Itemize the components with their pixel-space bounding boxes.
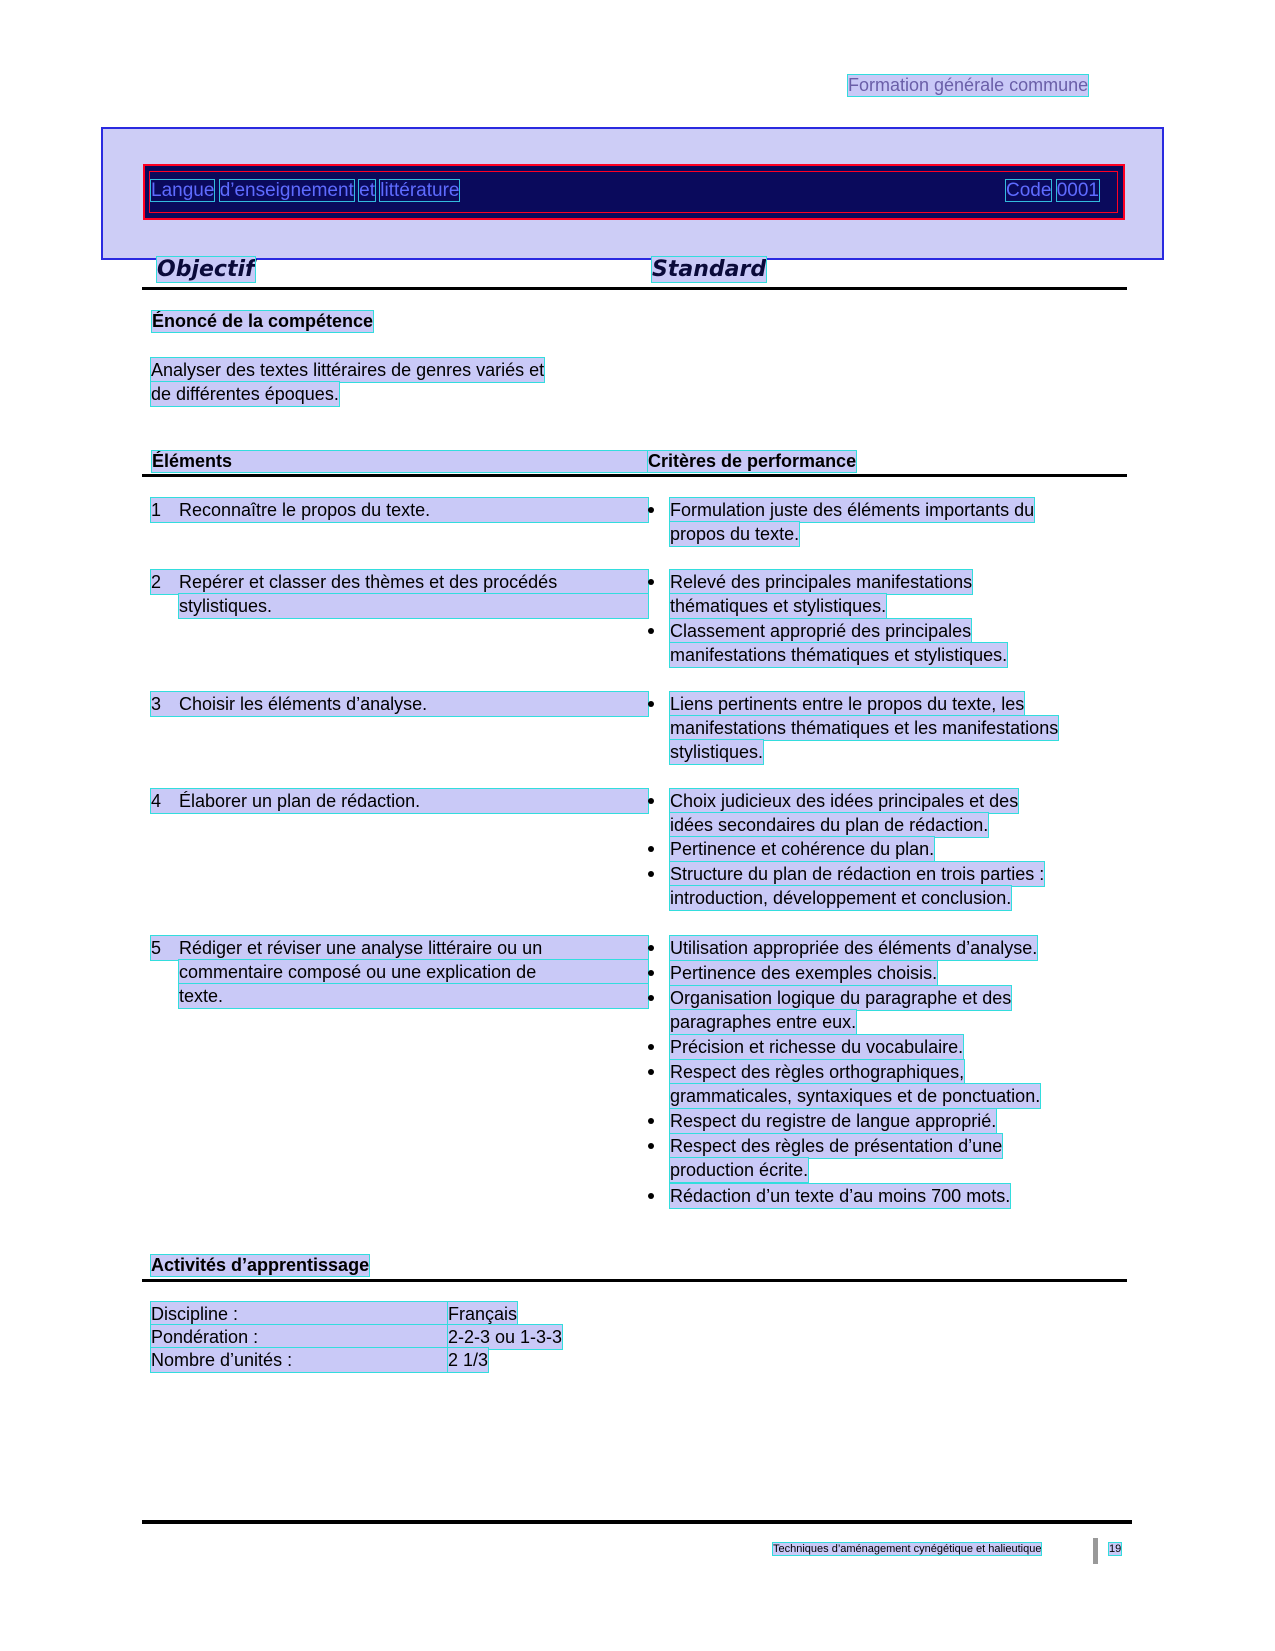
bullet-icon [648,701,654,707]
activity-label: Discipline : [151,1302,448,1326]
course-code-label: Code [1006,180,1052,201]
bullet-icon [648,628,654,634]
criterion-line: idées secondaires du plan de rédaction. [670,815,989,835]
criterion-line: manifestations thématiques et stylistiques. [670,645,1008,665]
criterion-line: manifestations thématiques et les manifestations [670,718,1059,738]
element-text: Reconnaître le propos du texte. [179,500,431,520]
course-title-word: littérature [380,180,460,201]
page-number: 19 [1109,1543,1122,1555]
element-text: Choisir les éléments d’analyse. [179,694,428,714]
element-row [151,498,648,522]
criterion-line: Structure du plan de rédaction en trois parties : [670,864,1045,884]
criterion-line: Pertinence des exemples choisis. [670,963,938,983]
competence-line: de différentes époques. [151,384,339,404]
element-number: 1 [151,500,162,520]
criterion-line: Classement approprié des principales [670,621,972,641]
bullet-icon [648,798,654,804]
element-text: texte. [179,984,648,1008]
criterion-line: Liens pertinents entre le propos du texte, les [670,694,1025,714]
bullet-icon [648,846,654,852]
bullet-icon [648,995,654,1001]
activities-rule [142,1279,1127,1282]
bullet-icon [648,1069,654,1075]
activity-value: Français [448,1304,518,1324]
bullet-icon [648,579,654,585]
criterion-line: Respect des règles de présentation d’une [670,1136,1003,1156]
activity-label: Pondération : [151,1325,448,1349]
standard-heading: Standard [652,257,767,282]
criterion-line: Utilisation appropriée des éléments d’analyse. [670,938,1038,958]
element-text: stylistiques. [179,594,648,618]
element-text: Élaborer un plan de rédaction. [179,791,421,811]
criterion-line: production écrite. [670,1160,809,1180]
activity-value: 2-2-3 ou 1-3-3 [448,1327,563,1347]
criteria-heading: Critères de performance [648,451,857,471]
element-text: Repérer et classer des thèmes et des procédés [179,572,558,592]
course-title-word: d’enseignement [219,180,354,201]
element-row [151,936,648,960]
course-code-value: 0001 [1056,180,1099,201]
criterion-line: propos du texte. [670,524,800,544]
element-number: 2 [151,572,162,592]
bullet-icon [648,945,654,951]
criterion-line: Respect des règles orthographiques, [670,1062,965,1082]
element-number: 4 [151,791,162,811]
element-number: 5 [151,938,162,958]
objective-heading: Objectif [157,257,255,282]
footer-rule [142,1520,1132,1524]
program-header: Formation générale commune [848,75,1089,95]
criterion-line: paragraphes entre eux. [670,1012,857,1032]
criterion-line: Organisation logique du paragraphe et des [670,988,1012,1008]
element-row [151,789,648,813]
criterion-line: thématiques et stylistiques. [670,596,887,616]
activity-value: 2 1/3 [448,1350,489,1370]
criterion-line: Respect du registre de langue approprié. [670,1111,997,1131]
heading-rule [142,287,1127,290]
criterion-line: grammaticales, syntaxiques et de ponctuation. [670,1086,1041,1106]
bullet-icon [648,1143,654,1149]
criterion-line: Choix judicieux des idées principales et des [670,791,1019,811]
competence-line: Analyser des textes littéraires de genres variés et [151,360,545,380]
criterion-line: Relevé des principales manifestations [670,572,973,592]
course-title-word: et [359,180,375,201]
table-rule [142,474,1127,477]
criterion-line: Rédaction d’un texte d’au moins 700 mots. [670,1186,1011,1206]
footer-divider [1093,1538,1098,1564]
course-title-word: Langue [151,180,215,201]
bullet-icon [648,1193,654,1199]
bullet-icon [648,871,654,877]
criterion-line: stylistiques. [670,742,764,762]
element-text: commentaire composé ou une explication de [179,960,648,984]
criterion-line: introduction, développement et conclusion. [670,888,1012,908]
criterion-line: Formulation juste des éléments importants du [670,500,1035,520]
element-row [151,570,648,594]
bullet-icon [648,507,654,513]
course-code [1006,180,1099,202]
competence-heading: Énoncé de la compétence [152,311,374,331]
activity-label: Nombre d’unités : [151,1348,448,1372]
element-text: Rédiger et réviser une analyse littéraire ou un [179,938,543,958]
footer-title: Techniques d’aménagement cynégétique et halieutique [773,1543,1042,1555]
activities-heading: Activités d’apprentissage [151,1255,370,1275]
bullet-icon [648,1044,654,1050]
bullet-icon [648,970,654,976]
criterion-line: Précision et richesse du vocabulaire. [670,1037,964,1057]
criterion-line: Pertinence et cohérence du plan. [670,839,935,859]
element-number: 3 [151,694,162,714]
element-row [151,692,648,716]
course-title [151,180,459,202]
elements-heading: Éléments [152,451,648,472]
bullet-icon [648,1118,654,1124]
